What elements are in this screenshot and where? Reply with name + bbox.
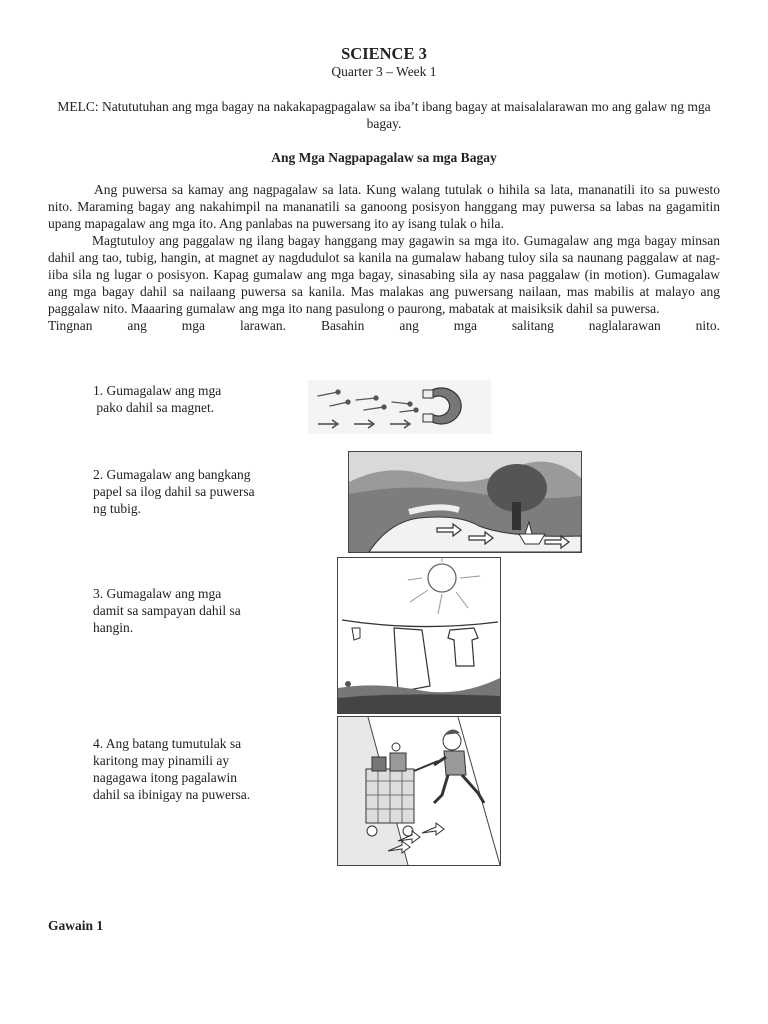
item-text-line: 3. Gumagalaw ang mga <box>93 586 222 601</box>
instruction-word: Tingnan <box>48 318 93 333</box>
instruction-word: salitang <box>511 318 554 333</box>
item-text-line: hangin. <box>93 620 134 635</box>
instruction-word: mga <box>453 318 477 333</box>
lesson-heading: Ang Mga Nagpapagalaw sa mga Bagay <box>271 150 497 165</box>
item-text-line: 1. Gumagalaw ang mga <box>93 383 222 398</box>
instruction-word: nito. <box>695 318 720 333</box>
example-item-4 <box>93 735 250 803</box>
example-item-3 <box>93 585 241 636</box>
instruction-word: Basahin <box>320 318 365 333</box>
item-text-line: ng tubig. <box>93 501 142 516</box>
instruction-word: larawan. <box>239 318 287 333</box>
item-text-line: damit sa sampayan dahil sa <box>93 603 241 618</box>
paper-boat-river-icon <box>348 451 582 553</box>
item-text-line: pako dahil sa magnet. <box>93 400 215 415</box>
example-item-2 <box>93 466 255 517</box>
instruction-word: naglalarawan <box>588 318 661 333</box>
boy-pushing-cart-icon <box>337 716 501 866</box>
item-text-line: nagagawa itong pagalawin <box>93 770 237 785</box>
instruction-word: mga <box>181 318 206 333</box>
lesson-paragraph-1: Ang puwersa sa kamay ang nagpagalaw sa lata. Kung walang tutulak o hihila sa lata, mananatili ito sa puwesto nito. Maraming bagay ang nakahimpil na mananatili sa ganoong posisyon hanggang may puwersa sa labas na gagamitin upang mapagalaw ang mga ito. Ang panlabas na puwersang ito ay isang tulak o hila. <box>48 182 720 231</box>
page-subtitle: Quarter 3 – Week 1 <box>331 64 437 79</box>
item-text-line: 2. Gumagalaw ang bangkang <box>93 467 251 482</box>
melc-statement: MELC: Natututuhan ang mga bagay na nakakapagpagalaw sa iba’t ibang bagay at maisalalarawan mo ang galaw ng mga bagay. <box>57 99 711 131</box>
item-text-line: karitong may pinamili ay <box>93 753 230 768</box>
example-item-1 <box>93 382 221 416</box>
magnet-nails-icon <box>308 380 491 434</box>
item-text-line: dahil sa ibinigay na puwersa. <box>93 787 251 802</box>
clothesline-wind-icon <box>337 557 501 714</box>
item-text-line: papel sa ilog dahil sa puwersa <box>93 484 255 499</box>
lesson-paragraph-2: Magtutuloy ang paggalaw ng ilang bagay hanggang may gagawin sa mga ito. Gumagalaw ang mga bagay minsan dahil ang tao, tubig, hangin, at magnet ay nagdudulot sa kanila na gumalaw habang tuloy sila sa naunang paggalaw at nag-iiba sila ng lugar o posisyon. Kapag gumalaw ang mga bagay, sinasabing sila ay nasa paggalaw (in motion). Gumagalaw ang mga bagay dahil sa nailaang puwersa sa kanila. Mas malakas ang puwersang nailaan, mas mabilis at malayo ang paggalaw nito. Maaaring gumalaw ang mga ito nang pasulong o paurong, mabatak at maisiksik dahil sa puwersa. <box>48 233 720 316</box>
page-title: SCIENCE 3 <box>341 44 427 63</box>
instruction-word: ang <box>399 318 419 333</box>
item-text-line: 4. Ang batang tumutulak sa <box>93 736 242 751</box>
lesson-body <box>48 181 720 334</box>
activity-title: Gawain 1 <box>48 918 104 933</box>
instruction-word: ang <box>127 318 147 333</box>
instruction-line <box>48 317 720 334</box>
